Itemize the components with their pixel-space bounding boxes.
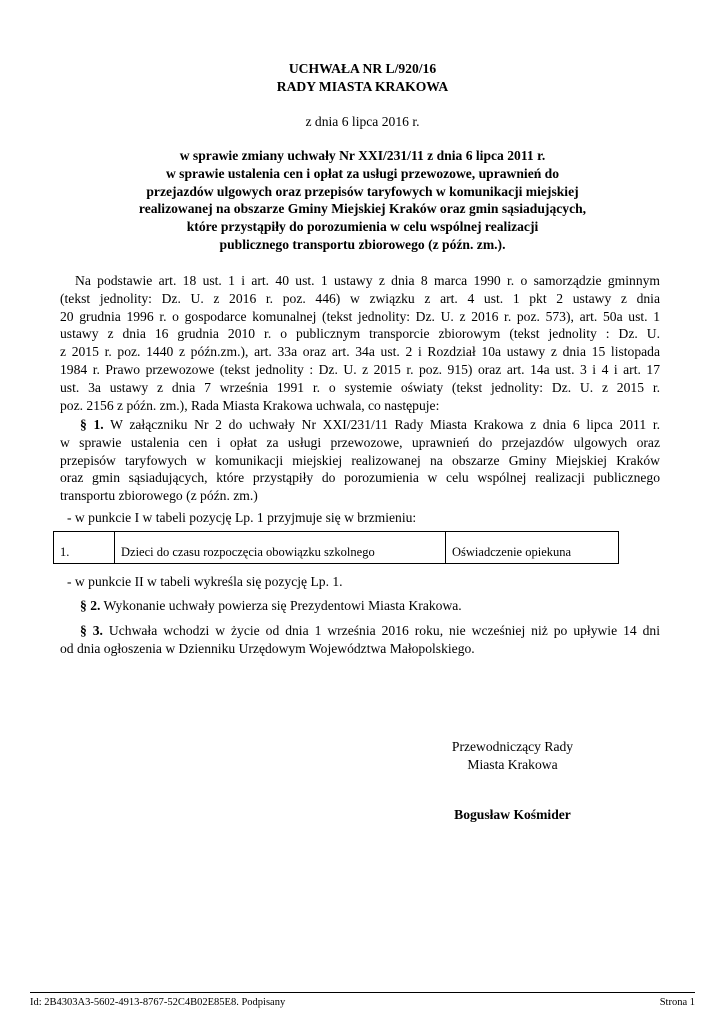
signature-role: Przewodniczący Rady: [451, 739, 574, 754]
amendment-table: [53, 531, 619, 564]
resolution-date: z dnia 6 lipca 2016 r.: [305, 114, 420, 129]
section-2-text: Wykonanie uchwały powierza się Prezydentowi Miasta Krakowa.: [100, 598, 462, 613]
section-3-line: od dnia ogłoszenia w Dzienniku Urzędowym Województwa Małopolskiego.: [60, 640, 475, 656]
preamble-line: 20 grudnia 1996 r. o gospodarce komunalnej (tekst jednolity: Dz. U. z 2016 r. poz. 573), art. 50a ust. 1: [60, 308, 660, 324]
preamble-line: 1984 r. Prawo przewozowe (tekst jednolity : Dz. U. z 2015 r. poz. 915) oraz art. 14a ust. 3 i 4 i art. 17: [60, 361, 660, 377]
preamble: [60, 272, 660, 414]
preamble-line: (tekst jednolity: Dz. U. z 2016 r. poz. 446) w związku z art. 4 ust. 1 pkt 2 ustawy z dnia: [60, 290, 660, 306]
resolution-title: [0, 60, 725, 96]
subject-line: przejazdów ulgowych oraz przepisów taryfowych w komunikacji miejskiej: [146, 183, 579, 199]
document-cell: Oświadczenie opiekuna: [446, 532, 619, 564]
preamble-line: ust. 3a ustawy z dnia 7 września 1991 r. o systemie oświaty (tekst jednolity: Dz. U. z 2015 r.: [60, 379, 660, 395]
preamble-line: z 2015 r. poz. 1440 z późn.zm.), art. 33a oraz art. 34a ust. 2 i Rozdział 10a ustawy z dnia 15 listopada: [60, 344, 660, 360]
section-2-marker: § 2.: [80, 598, 101, 613]
section-1-first-line: [60, 416, 660, 434]
section-1: [60, 416, 660, 505]
table-row: [54, 532, 619, 564]
section-1-line: w sprawie ustalenia cen i opłat za usługi przewozowe, uprawnień do przejazdów ulgowych oraz: [60, 434, 660, 450]
subject-line: realizowanej na obszarze Gminy Miejskiej Kraków oraz gmin sąsiadujących,: [138, 201, 587, 217]
section-1-line: transportu zbiorowego (z późn. zm.): [60, 488, 258, 504]
signature-role-city: Miasta Krakowa: [467, 756, 558, 772]
subject-line: które przystąpiły do porozumienia w celu wspólnej realizacji: [186, 219, 539, 235]
section-3-first-line: [60, 622, 660, 640]
resolution-subject: [0, 147, 725, 254]
preamble-line: ustawy z dnia 16 grudnia 2010 r. o publicznym transporcie zbiorowym (tekst jednolity : Dz. U.: [60, 326, 660, 342]
section-3-marker: § 3.: [80, 623, 103, 638]
lp-cell: 1.: [54, 532, 115, 564]
preamble-line: Na podstawie art. 18 ust. 1 i art. 40 ust. 1 ustawy z dnia 8 marca 1990 r. o samorządzie gminnym: [75, 273, 660, 288]
subject-line: w sprawie ustalenia cen i opłat za usługi przewozowe, uprawnień do: [165, 165, 560, 181]
document-id: Id: 2B4303A3-5602-4913-8767-52C4B02E85E8. Podpisany: [30, 997, 286, 1008]
resolution-number: UCHWAŁA NR L/920/16: [288, 61, 437, 76]
footer-divider: [30, 992, 695, 993]
page-number: Strona 1: [659, 997, 695, 1008]
preamble-line: poz. 2156 z późn. zm.), Rada Miasta Krakowa uchwala, co następuje:: [60, 397, 440, 413]
section-3-text: Uchwała wchodzi w życie od dnia 1 września 2016 roku, nie wcześniej niż po upływie 14 dni: [102, 623, 661, 638]
section-1-line: przepisów taryfowych w komunikacji miejskiej realizowanej na obszarze Gminy Miejskiej Kraków: [60, 452, 660, 468]
subject-line: w sprawie zmiany uchwały Nr XXI/231/11 z dnia 6 lipca 2011 r.: [179, 148, 546, 163]
section-1-point-1: - w punkcie I w tabeli pozycję Lp. 1 przyjmuje się w brzmieniu:: [67, 510, 417, 525]
section-2: [80, 597, 462, 615]
section-3: [60, 622, 660, 658]
description-cell: Dzieci do czasu rozpoczęcia obowiązku szkolnego: [115, 532, 446, 564]
section-1-line: oraz gmin sąsiadujących, które przystąpiły do porozumienia w celu wspólnej realizacji publicznego: [60, 470, 660, 486]
section-1-text: W załączniku Nr 2 do uchwały Nr XXI/231/11 Rady Miasta Krakowa z dnia 6 lipca 2011 r.: [103, 417, 660, 432]
signatory-name: Bogusław Kośmider: [454, 806, 571, 822]
council-name: RADY MIASTA KRAKOWA: [276, 78, 449, 94]
section-1-marker: § 1.: [80, 417, 104, 432]
section-1-point-2: - w punkcie II w tabeli wykreśla się pozycję Lp. 1.: [67, 574, 343, 589]
subject-line: publicznego transportu zbiorowego (z późn. zm.).: [219, 236, 506, 252]
signature-block: [420, 738, 605, 823]
